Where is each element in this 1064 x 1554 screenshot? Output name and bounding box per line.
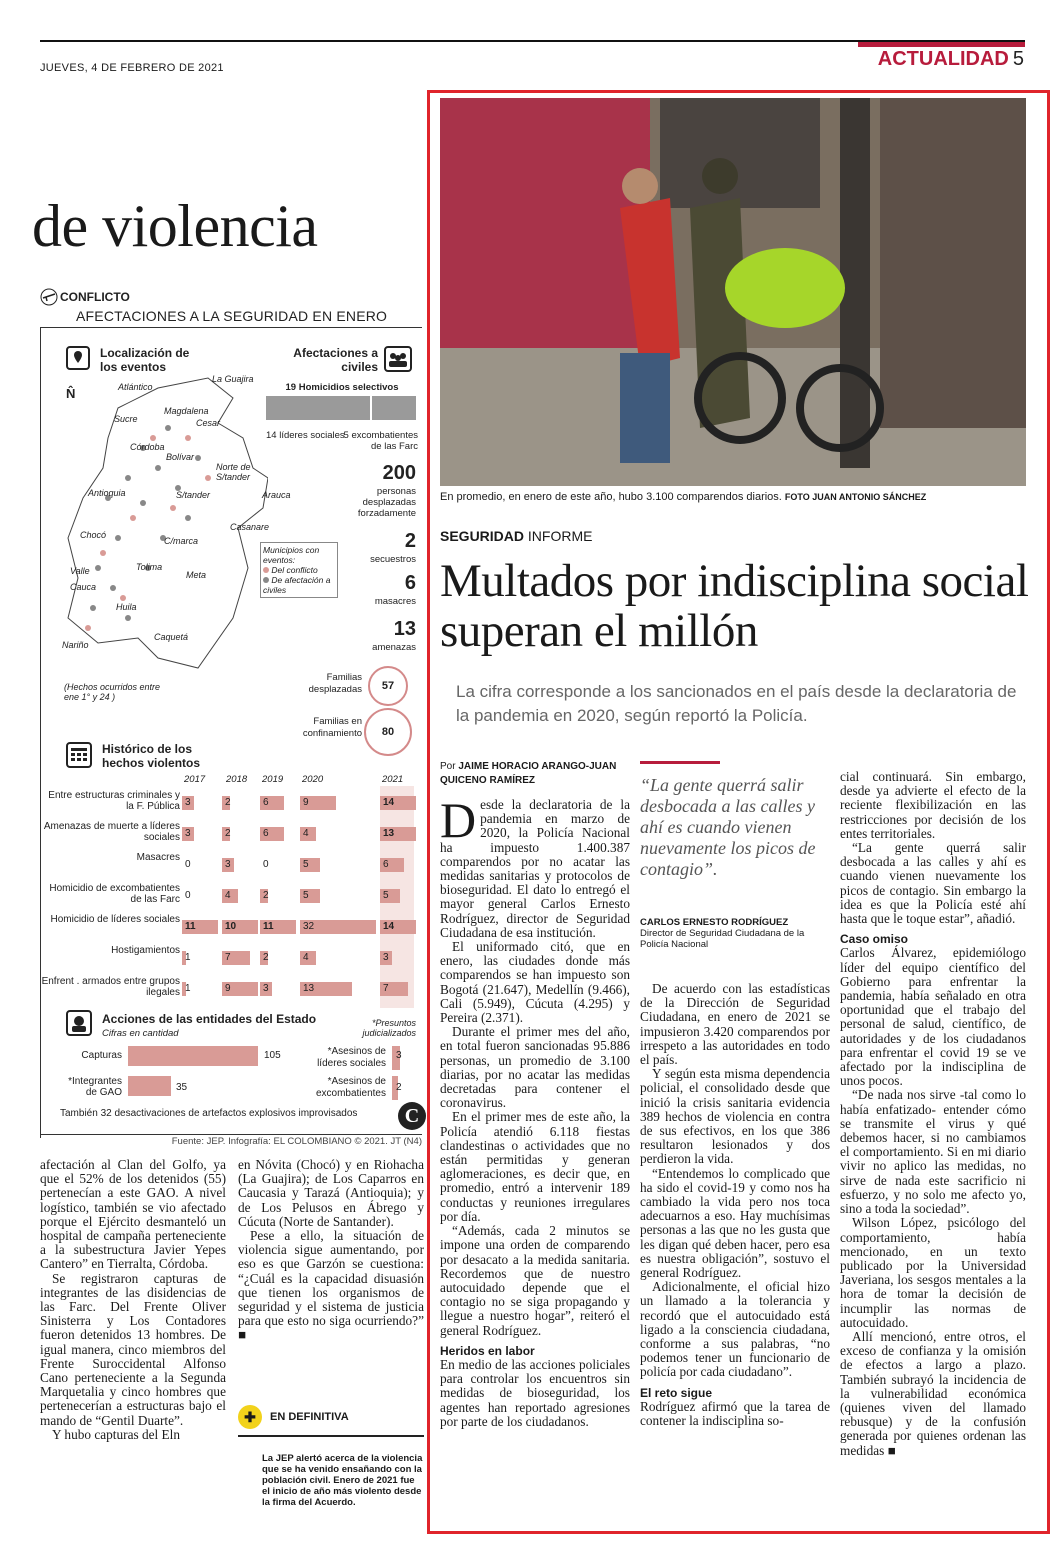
fam-disp-circle: 57 <box>368 666 408 706</box>
article-column-3 <box>840 770 1026 1458</box>
kicker-regular: INFORME <box>527 528 593 544</box>
displaced-number: 200 <box>382 462 416 484</box>
legend-title: Municipios con eventos: <box>263 545 320 565</box>
history-cell: 3 <box>380 951 392 965</box>
hist-title: Histórico de los hechos violentos <box>102 742 201 770</box>
year-2021: 2021 <box>382 774 404 785</box>
region-label: S/tander <box>176 490 211 500</box>
region-label: La Guajira <box>212 374 254 384</box>
paragraph: “La gente querrá salir desbocada a las calles y ahí es cuando vienen nuevamente los picos de contagio. Sin embargo la idea es que la Policía esté ahí hasta que le toque estar”, añadió. <box>840 840 1026 927</box>
history-row <box>50 914 422 940</box>
region-label: Córdoba <box>130 442 165 452</box>
history-cell: 4 <box>222 889 238 903</box>
info-kicker: CONFLICTO <box>60 290 130 304</box>
paragraph: Durante el primer mes del año, en total fueron sancionadas 95.886 personas, un promedio de 3.100 diarias, por no acatar las medidas decretadas para contener el coronavirus. <box>440 1024 630 1111</box>
history-cell: 2 <box>222 827 230 841</box>
compass: N̂ <box>66 386 76 401</box>
history-cell: 1 <box>182 951 186 965</box>
homicides-label: 19 Homicidios selectivos <box>285 382 399 393</box>
map-legend <box>260 542 338 598</box>
history-cell: 5 <box>300 858 320 872</box>
section-bar <box>858 42 1025 47</box>
calendar-icon <box>66 742 92 768</box>
history-row-label: Amenazas de muerte a líderes sociales <box>43 821 180 843</box>
history-row <box>43 821 422 847</box>
region-label: Cauca <box>70 582 97 592</box>
infographic <box>40 290 422 1148</box>
history-cell: 11 <box>260 920 296 934</box>
definitiva-header <box>238 1405 424 1437</box>
kidnap-number: 2 <box>404 530 416 552</box>
history-cell: 0 <box>185 859 191 870</box>
history-row-label: Enfrent . armados entre grupos ilegales <box>41 976 180 998</box>
region-label: Magdalena <box>164 406 209 416</box>
byline <box>440 760 630 788</box>
paragraph: Carlos Álvarez, epidemiólogo líder del equipo científico del Gobierno para enfrentar la pandemia, había señalado en otra oportunidad que el trabajo del personal de salud, científico, de autoridades y de los ciudadanos para enfrentar el covid 19 se ve afectado por la indisciplina de unos pocos. <box>840 945 1026 1089</box>
fam-disp-label: Familias desplazadas <box>308 672 362 695</box>
history-cell: 6 <box>260 827 284 841</box>
map-title: Localización de los eventos <box>100 346 190 374</box>
history-cell: 9 <box>300 796 336 810</box>
legend-civil <box>263 575 335 595</box>
page-date: JUEVES, 4 DE FEBRERO DE 2021 <box>40 62 224 74</box>
history-cell: 13 <box>300 982 352 996</box>
history-cell: 10 <box>222 920 258 934</box>
prev-headline: de violencia <box>32 193 318 259</box>
caption-text: En promedio, en enero de este año, hubo 3.100 comparendos diarios. <box>440 491 782 503</box>
byline-names: JAIME HORACIO ARANGO-JUAN QUICENO RAMÍREZ <box>440 761 617 786</box>
region-label: Casanare <box>230 522 270 532</box>
police-icon <box>66 1010 92 1036</box>
paragraph: “Además, cada 2 minutos se impone una orden de comparendo por desacato a la medida sanitaria. Recordemos que de nuestro autocuidado depende que el contagio no se siga propagando y llegue a nuestro hogar”, reiteró el general Rodríguez. <box>440 1223 630 1338</box>
info-rule <box>40 327 422 328</box>
legend-conflict-label: Del conflicto <box>271 565 318 575</box>
region-label: Tolima <box>136 562 163 572</box>
quote-author <box>640 917 830 950</box>
homicides-leaders-bar <box>266 396 370 420</box>
article-column-2 <box>640 982 830 1428</box>
photo-caption <box>440 491 926 503</box>
history-row <box>60 852 422 878</box>
photo-credit: FOTO JUAN ANTONIO SÁNCHEZ <box>784 492 927 502</box>
region-label: Arauca <box>262 490 291 500</box>
paragraph: Wilson López, psicólogo del comportamiento, había mencionado, en un texto publicado por la Universidad Javeriana, los sesgos mentales a la hora de tomar la decisión de incumplir las normas de autocuidado. <box>840 1215 1026 1330</box>
paragraph: En medio de las acciones policiales para controlar los encuentros sin medidas de bioseguridad, los agentes han reportado agresiones por parte de los ciudadanos. <box>440 1356 630 1429</box>
history-row <box>60 945 422 971</box>
paragraph: en Nóvita (Chocó) y en Riohacha (La Guajira); de Los Caparros en Caucasia y Tarazá (Antioquia); y de Los Pelusos en Ábrego y Cúcuta (Norte de Santander). <box>238 1157 424 1229</box>
paragraph: Y según esta misma dependencia policial, el consolidado desde que inició la crisis sanitaria evidencia 389 hechos de violencia en contra de sus efectivos, en los que 386 resultaron lesionados y dos perdieron la vida. <box>640 1066 830 1167</box>
history-table <box>41 774 422 1024</box>
history-cell: 2 <box>260 889 268 903</box>
massacre-label: masacres <box>374 596 416 607</box>
byline-prefix: Por <box>440 761 456 772</box>
region-label: Antioquia <box>88 488 126 498</box>
history-cell: 14 <box>380 796 416 810</box>
as-lid-label: *Asesinos de líderes sociales <box>317 1046 386 1069</box>
history-cell: 13 <box>380 827 416 841</box>
region-label: Bolívar <box>166 452 195 462</box>
homicides-excomb-bar <box>372 396 416 420</box>
fam-conf-label: Familias en confinamiento <box>302 716 362 739</box>
pull-quote: “La gente querrá salir desbocada a las calles y ahí es cuando vienen nuevamente los picos de contagio”. <box>640 775 816 879</box>
year-2018: 2018 <box>226 774 248 785</box>
region-label: Cesar <box>196 418 221 428</box>
displaced-label: personas desplazadas forzadamente <box>357 486 416 519</box>
history-cell: 5 <box>300 889 320 903</box>
paragraph: El uniformado citó, que en enero, las ciudades donde más comparendos se han impuesto son Bogotá (21.647), Medellín (9.466), Cali (5.949), Cúcuta (4.295) y Pereira (2.371). <box>440 939 630 1026</box>
history-cell: 32 <box>300 920 376 934</box>
year-2019: 2019 <box>262 774 284 785</box>
region-label: Chocó <box>80 530 107 540</box>
history-cell: 11 <box>182 920 218 934</box>
quote-role: Director de Seguridad Ciudadana de la Policía Nacional <box>640 928 805 950</box>
police-photo-image <box>440 98 1026 486</box>
left-column-1 <box>40 1158 226 1442</box>
legend-civil-label: De afectación a civiles <box>263 575 331 595</box>
history-cell: 6 <box>260 796 284 810</box>
history-cell: 4 <box>300 827 316 841</box>
history-row-label: Masacres <box>136 852 180 863</box>
history-cell: 0 <box>185 890 191 901</box>
history-cell: 3 <box>260 982 272 996</box>
subhead: Heridos en labor <box>440 1343 535 1358</box>
gao-value: 35 <box>176 1082 188 1093</box>
massacre-number: 6 <box>404 572 416 594</box>
article-kicker <box>440 528 592 544</box>
region-label: Valle <box>70 566 90 576</box>
history-row-label: Hostigamientos <box>111 945 180 956</box>
location-icon <box>66 346 90 370</box>
history-cell: 1 <box>182 982 186 996</box>
en-definitiva-box <box>238 1405 424 1508</box>
history-row-label: Entre estructuras criminales y la F. Pública <box>48 790 180 812</box>
subhead: Caso omiso <box>840 932 909 947</box>
drop-cap: D <box>440 792 477 848</box>
history-cell: 7 <box>380 982 408 996</box>
paragraph: Adicionalmente, el oficial hizo un llamado a la tolerancia y recordó que el autocuidado está ligado a la consciencia ciudadana, conforme a sus palabras, “no podemos tener un funcionario de policía por cada ciudadano”. <box>640 1279 830 1380</box>
region-label: Atlántico <box>118 382 153 392</box>
paragraph: “Entendemos lo complicado que ha sido el covid-19 y como nos ha cambiado la vida pero nos toca adecuarnos a eso. Hay muchísimas personas a las que no les gusta que les digan qué deben hacer, pero esa es nuestra obligación”, sostuvo el general Rodríguez. <box>640 1165 830 1281</box>
as-ex-value: 2 <box>396 1082 402 1093</box>
section-name: ACTUALIDAD <box>877 48 1009 70</box>
leaders-count: 14 líderes sociales <box>266 430 345 441</box>
state-title: Acciones de las entidades del Estado <box>102 1012 317 1026</box>
legend-conflict <box>263 565 335 575</box>
presumed-note: *Presuntos judicializados <box>362 1018 416 1038</box>
paragraph: Allí mencionó, entre otros, el exceso de confianza y la omisión de efectos a largo a plazo. También subrayó la incidencia de la vulnerabilidad económica (quienes viven del llamado rebusque) y de la confusión generada por quienes ordenan las medidas ■ <box>840 1328 1026 1458</box>
region-label: Meta <box>186 570 207 580</box>
history-cell: 7 <box>222 951 250 965</box>
dot-icon <box>263 577 269 583</box>
kicker-bold: SEGURIDAD <box>440 528 525 544</box>
article-deck: La cifra corresponde a los sancionados en el país desde la declaratoria de la pandemia en 2020, según reportó la Policía. <box>456 682 1017 725</box>
region-label: Nariño <box>62 640 89 650</box>
history-cell: 3 <box>222 858 234 872</box>
period-note: (Hechos ocurridos entre ene 1° y 24 ) <box>64 682 161 702</box>
history-row-label: Homicidio de excombatientes de las Farc <box>49 883 180 905</box>
captures-value: 105 <box>264 1050 281 1061</box>
threat-number: 13 <box>393 618 416 640</box>
paragraph: Y hubo capturas del Eln <box>52 1426 181 1442</box>
fam-conf-circle: 80 <box>364 708 412 756</box>
region-label: C/marca <box>164 536 199 546</box>
year-2017: 2017 <box>184 774 206 785</box>
definitiva-text: La JEP alertó acerca de la violencia que se ha venido ensañando con la población civil. Enero de 2021 fue el inicio de año más violento desde la firma del Acuerdo. <box>262 1453 423 1508</box>
as-lid-value: 3 <box>396 1050 402 1061</box>
civ-title: Afectaciones a civiles <box>293 346 378 374</box>
region-label: Caquetá <box>154 632 189 642</box>
history-row <box>48 790 422 816</box>
captures-label: Capturas <box>81 1050 122 1061</box>
history-cell: 9 <box>222 982 258 996</box>
year-2020: 2020 <box>302 774 324 785</box>
paragraph: En el primer mes de este año, la Policía atendió 6.118 fiestas clandestinas o actividades que no están permitidas y generan aglomeraciones, es decir que, en promedio, entró a intervenir 189 conductas y reuniones irregulares por día. <box>440 1109 630 1224</box>
definitiva-title: EN DEFINITIVA <box>270 1411 349 1423</box>
paragraph: afectación al Clan del Golfo, ya que el 52% de los detenidos (55) pertenecían a este GAO. A nivel logístico, también se vio afectado porque el Ejército desmanteló un hospital de campaña perteneciente a la subestructura Javier Yepes Cantero” en Tierralta, Córdoba. <box>40 1157 226 1272</box>
left-column-2 <box>238 1158 424 1343</box>
paragraph: Pese a ello, la situación de violencia sigue aumentando, por eso es que Garzón se cuestiona: “¿Cuál es la capacidad disuasión que tienen los organismos de seguridad y el sistema de justicia para que esto no siga ocurriendo?” ■ <box>238 1228 424 1343</box>
paragraph: “De nada nos sirve -tal como lo había enfatizado- entender cómo se transmite el virus y qué debemos hacer, si no cambiamos el comportamiento. Si en mi diario vivir no aplico las medidas, no sirve de nada este sacrificio ni esfuerzo, y no solo me afecto yo, sino a toda la sociedad”. <box>840 1087 1026 1217</box>
kidnap-label: secuestros <box>370 554 416 565</box>
history-cell: 2 <box>260 951 268 965</box>
quote-bar <box>640 761 720 764</box>
region-label: Sucre <box>114 414 138 424</box>
info-source: Fuente: JEP. Infografía: EL COLOMBIANO © 2021. JT (N4) <box>171 1136 422 1147</box>
people-icon <box>384 346 412 372</box>
excomb-count: 5 excombatientes de las Farc <box>343 430 418 452</box>
history-cell: 14 <box>380 920 416 934</box>
paragraph: Rodríguez afirmó que la tarea de contener la indisciplina so- <box>640 1398 830 1429</box>
history-row <box>49 883 422 909</box>
gao-bar <box>128 1076 171 1096</box>
article-column-1 <box>440 792 630 1429</box>
key-icon: ✚ <box>238 1405 262 1429</box>
history-row <box>41 976 422 1002</box>
paragraph: De acuerdo con las estadísticas de la Dirección de Seguridad Ciudadana, en enero de 2021 se impusieron 3.420 comparendos por irrespeto a las autoridades en todo el país. <box>640 981 830 1068</box>
rifle-icon <box>40 288 58 306</box>
history-cell: 3 <box>182 827 194 841</box>
article-headline: Multados por indisciplina social superan el millón <box>440 555 1029 657</box>
dot-icon <box>263 567 269 573</box>
quote-name: CARLOS ERNESTO RODRÍGUEZ <box>640 917 789 928</box>
gao-label: *Integrantes de GAO <box>68 1076 122 1098</box>
threat-label: amenazas <box>372 642 416 653</box>
info-bottom-rule <box>40 1134 422 1135</box>
section-label <box>878 48 1024 71</box>
info-border <box>40 328 41 1138</box>
as-ex-label: *Asesinos de excombatientes <box>315 1076 386 1099</box>
paragraph: cial continuará. Sin embargo, desde ya advierte el efecto de la reciente flexibilización en las restricciones por decisión de los entes territoriales. <box>840 769 1026 841</box>
history-cell: 0 <box>263 859 269 870</box>
history-cell: 6 <box>380 858 404 872</box>
history-cell: 2 <box>222 796 230 810</box>
region-label: Norte de S/tander <box>216 462 251 482</box>
page-number: 5 <box>1012 48 1024 70</box>
logo-badge: C <box>398 1102 426 1130</box>
paragraph: Se registraron capturas de integrantes de las disidencias de las Farc. Del Frente Oliver Sinisterra y Los Contadores fueron detenidos 13 hombres. De igual manera, cinco miembros del Frente Suroccidental Alfonso Cano perteneciente a la Segunda Marquetalia y cinco hombres que pertenecerían a estructuras bajo el mando de “Gentil Duarte”. <box>40 1270 226 1428</box>
history-cell: 5 <box>380 889 400 903</box>
info-title: AFECTACIONES A LA SEGURIDAD EN ENERO <box>76 308 388 324</box>
paragraph <box>440 792 630 940</box>
article-photo <box>440 98 1026 486</box>
region-label: Huila <box>116 602 137 612</box>
subhead: El reto sigue <box>640 1385 713 1400</box>
history-row-label: Homicidio de líderes sociales <box>50 914 180 925</box>
history-cell: 3 <box>182 796 194 810</box>
history-cell: 4 <box>300 951 316 965</box>
captures-bar <box>128 1046 258 1066</box>
state-sub: Cifras en cantidad <box>102 1028 179 1039</box>
paragraph-text: esde la declaratoria de la pandemia en marzo de 2020, la Policía Nacional ha impuesto 1.400.387 comparendos por no acatar las medidas sanitarias y protocolos de bioseguridad. El dato lo entregó el mayor general Carlos Ernesto Rodríguez, director de Seguridad Ciudadana de esa institución. <box>440 797 630 940</box>
deactivations: También 32 desactivaciones de artefactos explosivos improvisados <box>60 1108 358 1119</box>
